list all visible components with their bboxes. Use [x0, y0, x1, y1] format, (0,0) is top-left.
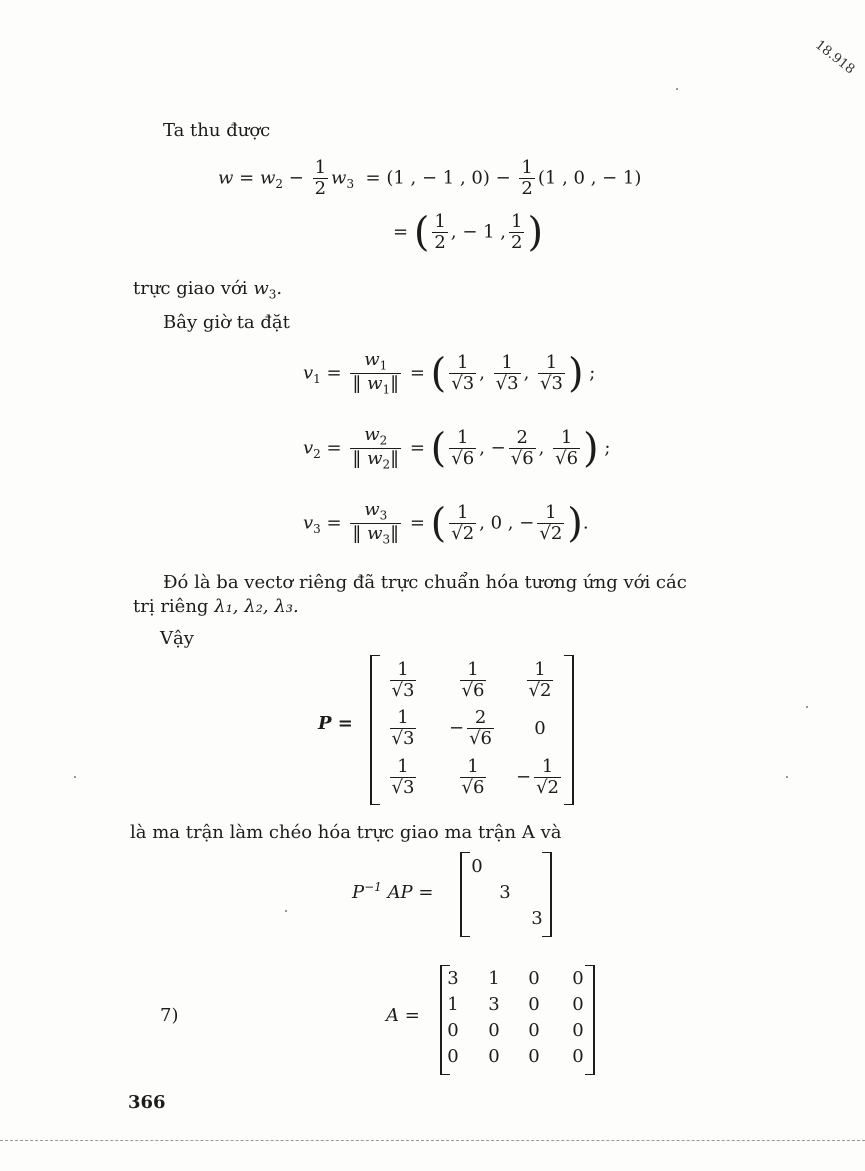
A-cell: 0: [488, 1020, 500, 1041]
eq-v2: $v_2$ = $\frac{w_2}{‖ w_2‖}$ = ( $\frac{1}{√6}$ , − $\frac{2}{√6}$ , $\frac{1}{√6}$ ) ;: [303, 424, 611, 472]
diag-label: $P^{-1}$ AP =: [352, 880, 434, 903]
para-vay: Vậy: [160, 628, 194, 649]
eq-v1-norm-frac: $\frac{w_1}{‖ w_1‖}$: [352, 349, 400, 397]
line-orth-w: w: [253, 278, 269, 299]
eq-w-w2: w: [259, 167, 276, 189]
para-eig-1: Đó là ba vectơ riêng đã trực chuẩn hóa tương ứng với các: [163, 572, 687, 593]
eq-w-minus: −: [288, 167, 304, 189]
corner-stamp: 18.918: [812, 37, 858, 78]
lambdas: λ₁, λ₂, λ₃.: [214, 596, 299, 617]
eq-w-res-mid: , − 1 ,: [450, 221, 507, 243]
P-cell: − $\frac{1}{√2}$: [515, 756, 559, 798]
speck: [676, 88, 678, 90]
eq-w-vec2: (1 , 0 , − 1): [537, 167, 642, 189]
eq-w-w3-sub: 3: [346, 176, 355, 191]
item-number: 7): [160, 1005, 179, 1026]
eq-w-res-a: $\frac{1}{2}$: [434, 211, 446, 253]
A-cell: 0: [528, 1046, 540, 1067]
A-cell: 0: [572, 994, 584, 1015]
diag-entry: 0: [471, 856, 483, 877]
eq-v2-norm-frac: $\frac{w_2}{‖ w_2‖}$: [352, 424, 400, 472]
eq-w-line2: = ( $\frac{1}{2}$ , − 1 , $\frac{1}{2}$ ): [393, 209, 544, 256]
P-cell: $\frac{1}{√3}$: [391, 659, 415, 701]
A-cell: 0: [447, 1046, 459, 1067]
A-cell: 0: [528, 1020, 540, 1041]
eq-w-res-c: $\frac{1}{2}$: [511, 211, 523, 253]
diag-entry: 3: [499, 882, 511, 903]
eq-w-coef: $\frac{1}{2}$: [314, 157, 327, 199]
speck: [786, 776, 788, 778]
line-orth-text: trực giao với: [133, 278, 248, 299]
para-eig-2: [133, 596, 299, 617]
A-cell: 1: [447, 994, 459, 1015]
A-cell: 0: [528, 968, 540, 989]
A-cell: 0: [572, 1046, 584, 1067]
A-cell: 0: [447, 1020, 459, 1041]
P-cell: $\frac{1}{√6}$: [461, 659, 485, 701]
A-cell: 0: [488, 1046, 500, 1067]
eq-v3-norm-frac: $\frac{w_3}{‖ w_3‖}$: [352, 499, 400, 547]
A-cell: 3: [488, 994, 500, 1015]
eq-w-w2-sub: 2: [275, 176, 284, 191]
page-number: 366: [128, 1092, 166, 1113]
A-cell: 3: [447, 968, 459, 989]
para-diag: là ma trận làm chéo hóa trực giao ma trận A và: [130, 822, 562, 843]
P-cell: − $\frac{2}{√6}$: [448, 707, 492, 749]
speck: [806, 706, 808, 708]
eq-w-line1: $w = w_2$ − $\frac{1}{2}$ $w_3 = (1$ , − 1 , 0) − $\frac{1}{2}$ (1 , 0 , − 1): [218, 157, 642, 199]
bottom-divider: [0, 1140, 865, 1141]
P-cell: $\frac{1}{√3}$: [391, 707, 415, 749]
eq-v3: $v_3$ = $\frac{w_3}{‖ w_3‖}$ = ( $\frac{1}{√2}$ , 0 , − $\frac{1}{√2}$ ).: [303, 499, 589, 547]
line-orth-sub: 3: [268, 287, 277, 302]
line-orth-end: .: [276, 278, 283, 299]
A-cell: 0: [572, 968, 584, 989]
diag-entry: 3: [531, 908, 543, 929]
P-cell: $\frac{1}{√3}$: [391, 756, 415, 798]
eq-w-w3: w: [331, 167, 347, 189]
para-intro: Ta thu được: [163, 120, 271, 141]
A-cell: 0: [572, 1020, 584, 1041]
P-cell: 0: [534, 718, 546, 739]
speck: [74, 776, 76, 778]
eq-w-vec1: (1 , − 1 , 0): [386, 167, 490, 189]
A-bracket-right: [585, 965, 595, 1075]
para-eig-2-text: trị riêng: [133, 596, 209, 617]
speck: [285, 910, 287, 912]
A-cell: 1: [488, 968, 500, 989]
para-set: Bây giờ ta đặt: [163, 312, 290, 333]
P-cell: $\frac{1}{√6}$: [461, 756, 485, 798]
A-cell: 0: [528, 994, 540, 1015]
eq-v1: $v_1$ = $\frac{w_1}{‖ w_1‖}$ = ( $\frac{1}{√3}$ , $\frac{1}{√3}$ , $\frac{1}{√3}$ ) ;: [303, 349, 596, 397]
line-orth: [133, 278, 282, 302]
P-cell: $\frac{1}{√2}$: [528, 659, 552, 701]
A-label: A =: [386, 1005, 420, 1026]
eq-w-lhs: w: [218, 167, 234, 189]
eq-w-coef2: $\frac{1}{2}$: [521, 157, 533, 199]
P-label: P =: [318, 713, 353, 734]
